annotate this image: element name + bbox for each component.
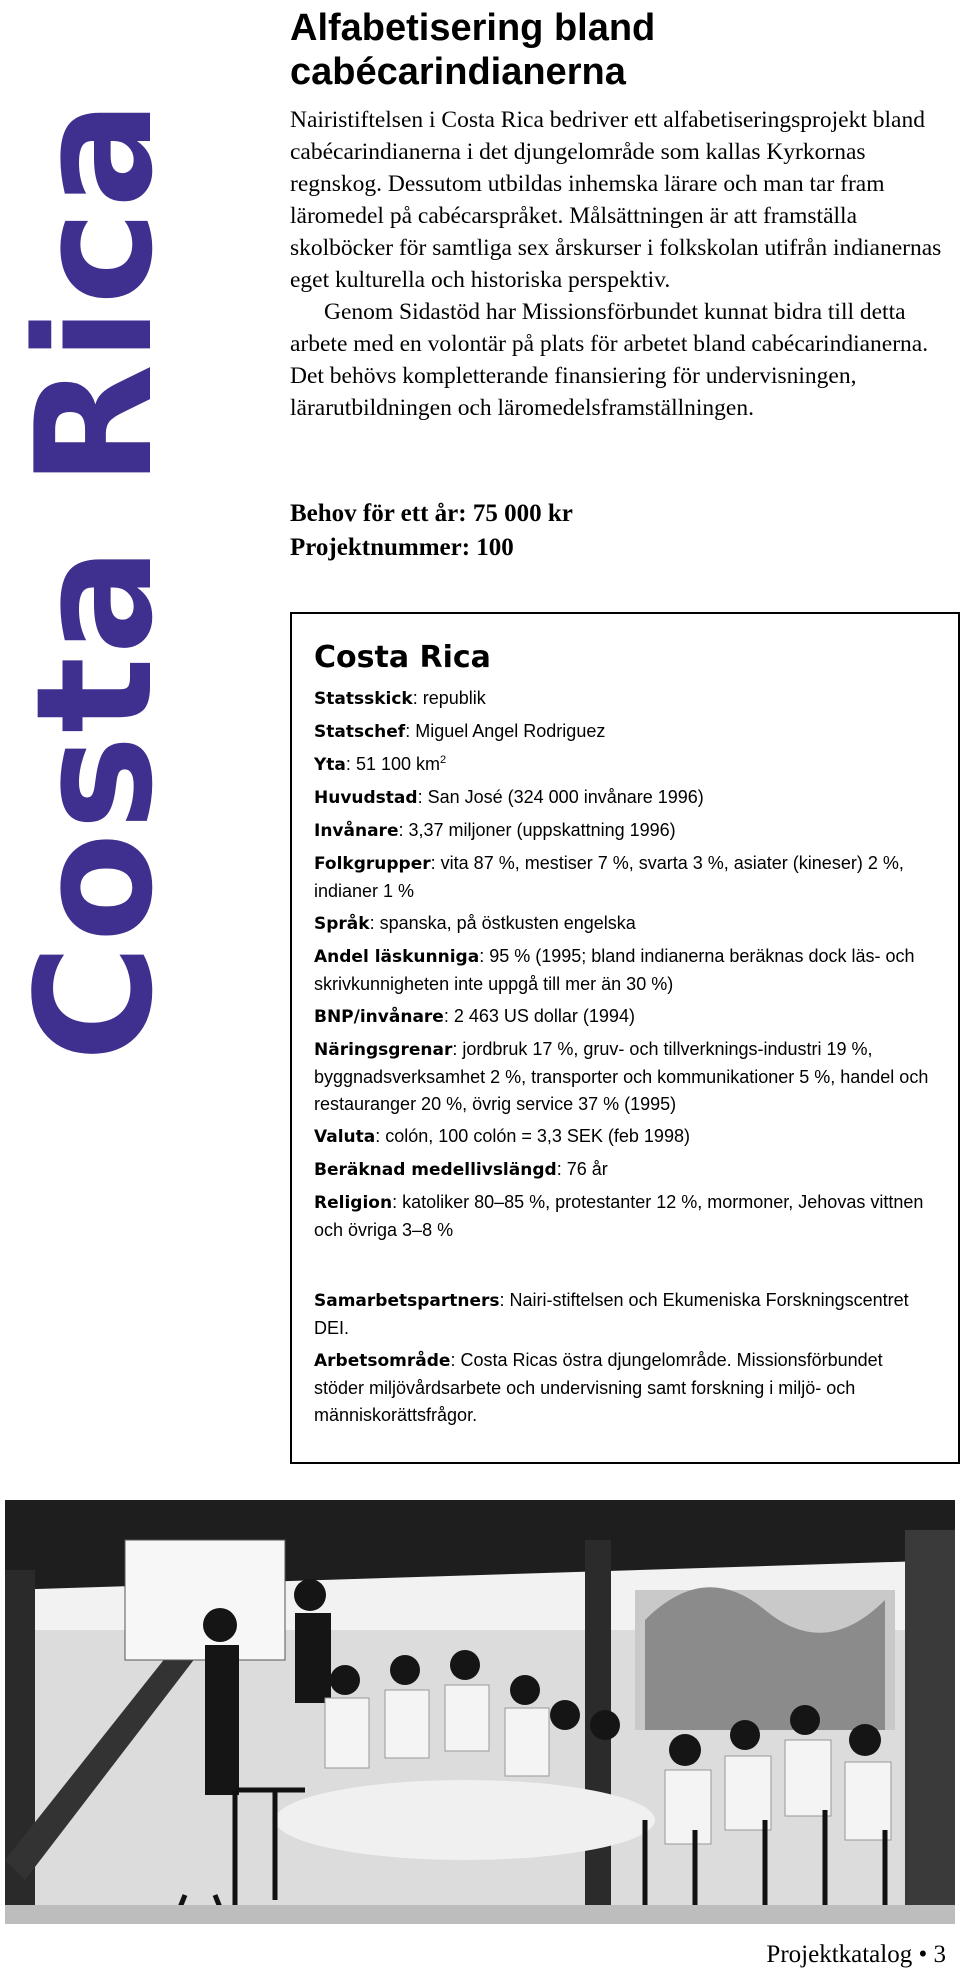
page-footer <box>766 1940 946 1970</box>
fact-label: Yta <box>314 755 346 775</box>
fact-value: katoliker 80–85 %, protestanter 12 %, mormoner, Jehovas vittnen och övriga 3–8 % <box>314 1192 924 1240</box>
fact-label: Valuta <box>314 1127 376 1147</box>
fact-row: Statschef: Miguel Angel Rodriguez <box>314 721 606 742</box>
fact-row: Beräknad medellivslängd: 76 år <box>314 1159 608 1180</box>
fact-label: Statsskick <box>314 689 413 709</box>
article-paragraph: Genom Sidastöd har Missionsförbundet kunnat bidra till detta arbete med en volontär på plats för arbetet bland cabécarindianerna. Det behövs kompletterande finansiering för undervisningen, lärarutbildningen och läromedelsframställningen. <box>290 299 929 421</box>
fact-value: republik <box>422 688 486 708</box>
fact-label: Religion <box>314 1193 393 1213</box>
side-title-band <box>0 0 190 1160</box>
fact-label: Näringsgrenar <box>314 1040 453 1060</box>
fact-gap <box>314 1249 936 1287</box>
fact-row: Religion: katoliker 80–85 %, protestanter 12 %, mormoner, Jehovas vittnen och övriga 3–8 % <box>314 1192 924 1240</box>
footer-separator: • <box>918 1941 928 1968</box>
fact-value: Miguel Angel Rodriguez <box>415 721 606 741</box>
fact-box-title: Costa Rica <box>314 640 491 675</box>
fact-label: Statschef <box>314 722 406 742</box>
fact-row: Invånare: 3,37 miljoner (uppskattning 1996) <box>314 820 676 841</box>
article-body <box>290 104 950 424</box>
fact-value: 76 år <box>566 1159 608 1179</box>
fact-superscript: 2 <box>440 754 447 766</box>
fact-value: spanska, på östkusten engelska <box>379 913 636 933</box>
article-paragraph: Nairistiftelsen i Costa Rica bedriver ett alfabetiseringsprojekt bland cabécarindianerna i det djungelområde som kallas Kyrkornas regnskog. Dessutom utbildas inhemska lärare och man tar fram läromedel på cabécarspråket. Målsättningen är att framställa skolböcker för samtliga sex årskurser i folkskolan utifrån indianernas eget kulturella och historiska perspektiv. <box>290 107 942 293</box>
fact-label: Folkgrupper <box>314 854 431 874</box>
classroom-photo <box>5 1500 955 1924</box>
fact-label: Arbetsområde <box>314 1351 451 1371</box>
fact-row: BNP/invånare: 2 463 US dollar (1994) <box>314 1006 635 1027</box>
side-title: Costa Rica <box>1 98 188 1062</box>
fact-label: Invånare <box>314 821 399 841</box>
fact-partners: Samarbetspartners: Nairi-stiftelsen och Ekumeniska Forskningscentret DEI. <box>314 1290 909 1338</box>
fact-label: Beräknad medellivslängd <box>314 1160 557 1180</box>
fact-value: 95 % (1995; bland indianerna beräknas dock läs- och skrivkunnigheten inte uppgå till mer än 30 %) <box>314 946 915 994</box>
fact-row: Yta: 51 100 $km^2$ <box>314 754 447 775</box>
project-number: Projektnummer: 100 <box>290 534 514 561</box>
fact-value: 3,37 miljoner (uppskattning 1996) <box>408 820 676 840</box>
fact-value: Costa Ricas östra djungelområde. Missionsförbundet stöder miljövårdsarbete och undervisning samt forskning i miljö- och människorättsfrågor. <box>314 1350 883 1425</box>
classroom-photo-illustration <box>5 1500 955 1924</box>
page-number: 3 <box>933 1941 946 1968</box>
fact-label: Språk <box>314 914 370 934</box>
fact-row: Folkgrupper: vita 87 %, mestiser 7 %, svarta 3 %, asiater (kineser) 2 %, indianer 1 % <box>314 853 904 901</box>
fact-value: 51 100 km <box>355 754 440 774</box>
fact-row: Valuta: colón, 100 colón = 3,3 SEK (feb 1998) <box>314 1126 690 1147</box>
fact-label: Andel läskunniga <box>314 947 480 967</box>
footer-label: Projektkatalog <box>766 1941 913 1968</box>
fact-value: 2 463 US dollar (1994) <box>453 1006 635 1026</box>
fact-row: Språk: spanska, på östkusten engelska <box>314 913 636 934</box>
fact-value: San José (324 000 invånare 1996) <box>427 787 704 807</box>
fact-value: Nairi-stiftelsen och Ekumeniska Forskningscentret DEI. <box>314 1290 909 1338</box>
project-needs <box>290 497 890 565</box>
fact-box <box>290 612 960 1464</box>
fact-row: Andel läskunniga: 95 % (1995; bland indianerna beräknas dock läs- och skrivkunnigheten inte uppgå till mer än 30 %) <box>314 946 915 994</box>
fact-row: Näringsgrenar: jordbruk 17 %, gruv- och tillverknings-industri 19 %, byggnadsverksamhet 2 %, transporter och kommunikationer 5 %, handel och restauranger 20 %, övrig service 37 % (1995) <box>314 1039 929 1114</box>
fact-label: Huvudstad <box>314 788 418 808</box>
need-amount: Behov för ett år: 75 000 kr <box>290 500 573 527</box>
fact-value: jordbruk 17 %, gruv- och tillverknings-industri 19 %, byggnadsverksamhet 2 %, transporter och kommunikationer 5 %, handel och restauranger 20 %, övrig service 37 % (1995) <box>314 1039 929 1114</box>
fact-area: Arbetsområde: Costa Ricas östra djungelområde. Missionsförbundet stöder miljövårdsarbete och undervisning samt forskning i miljö- och människorättsfrågor. <box>314 1350 883 1425</box>
fact-row: Statsskick: republik <box>314 688 486 709</box>
fact-value: colón, 100 colón = 3,3 SEK (feb 1998) <box>385 1126 690 1146</box>
article-heading: Alfabetisering bland cabécarindianerna <box>290 7 656 93</box>
fact-list <box>314 685 936 1244</box>
fact-value: vita 87 %, mestiser 7 %, svarta 3 %, asiater (kineser) 2 %, indianer 1 % <box>314 853 904 901</box>
fact-label: Samarbetspartners <box>314 1291 500 1311</box>
fact-row: Huvudstad: San José (324 000 invånare 1996) <box>314 787 704 808</box>
fact-label: BNP/invånare <box>314 1007 444 1027</box>
